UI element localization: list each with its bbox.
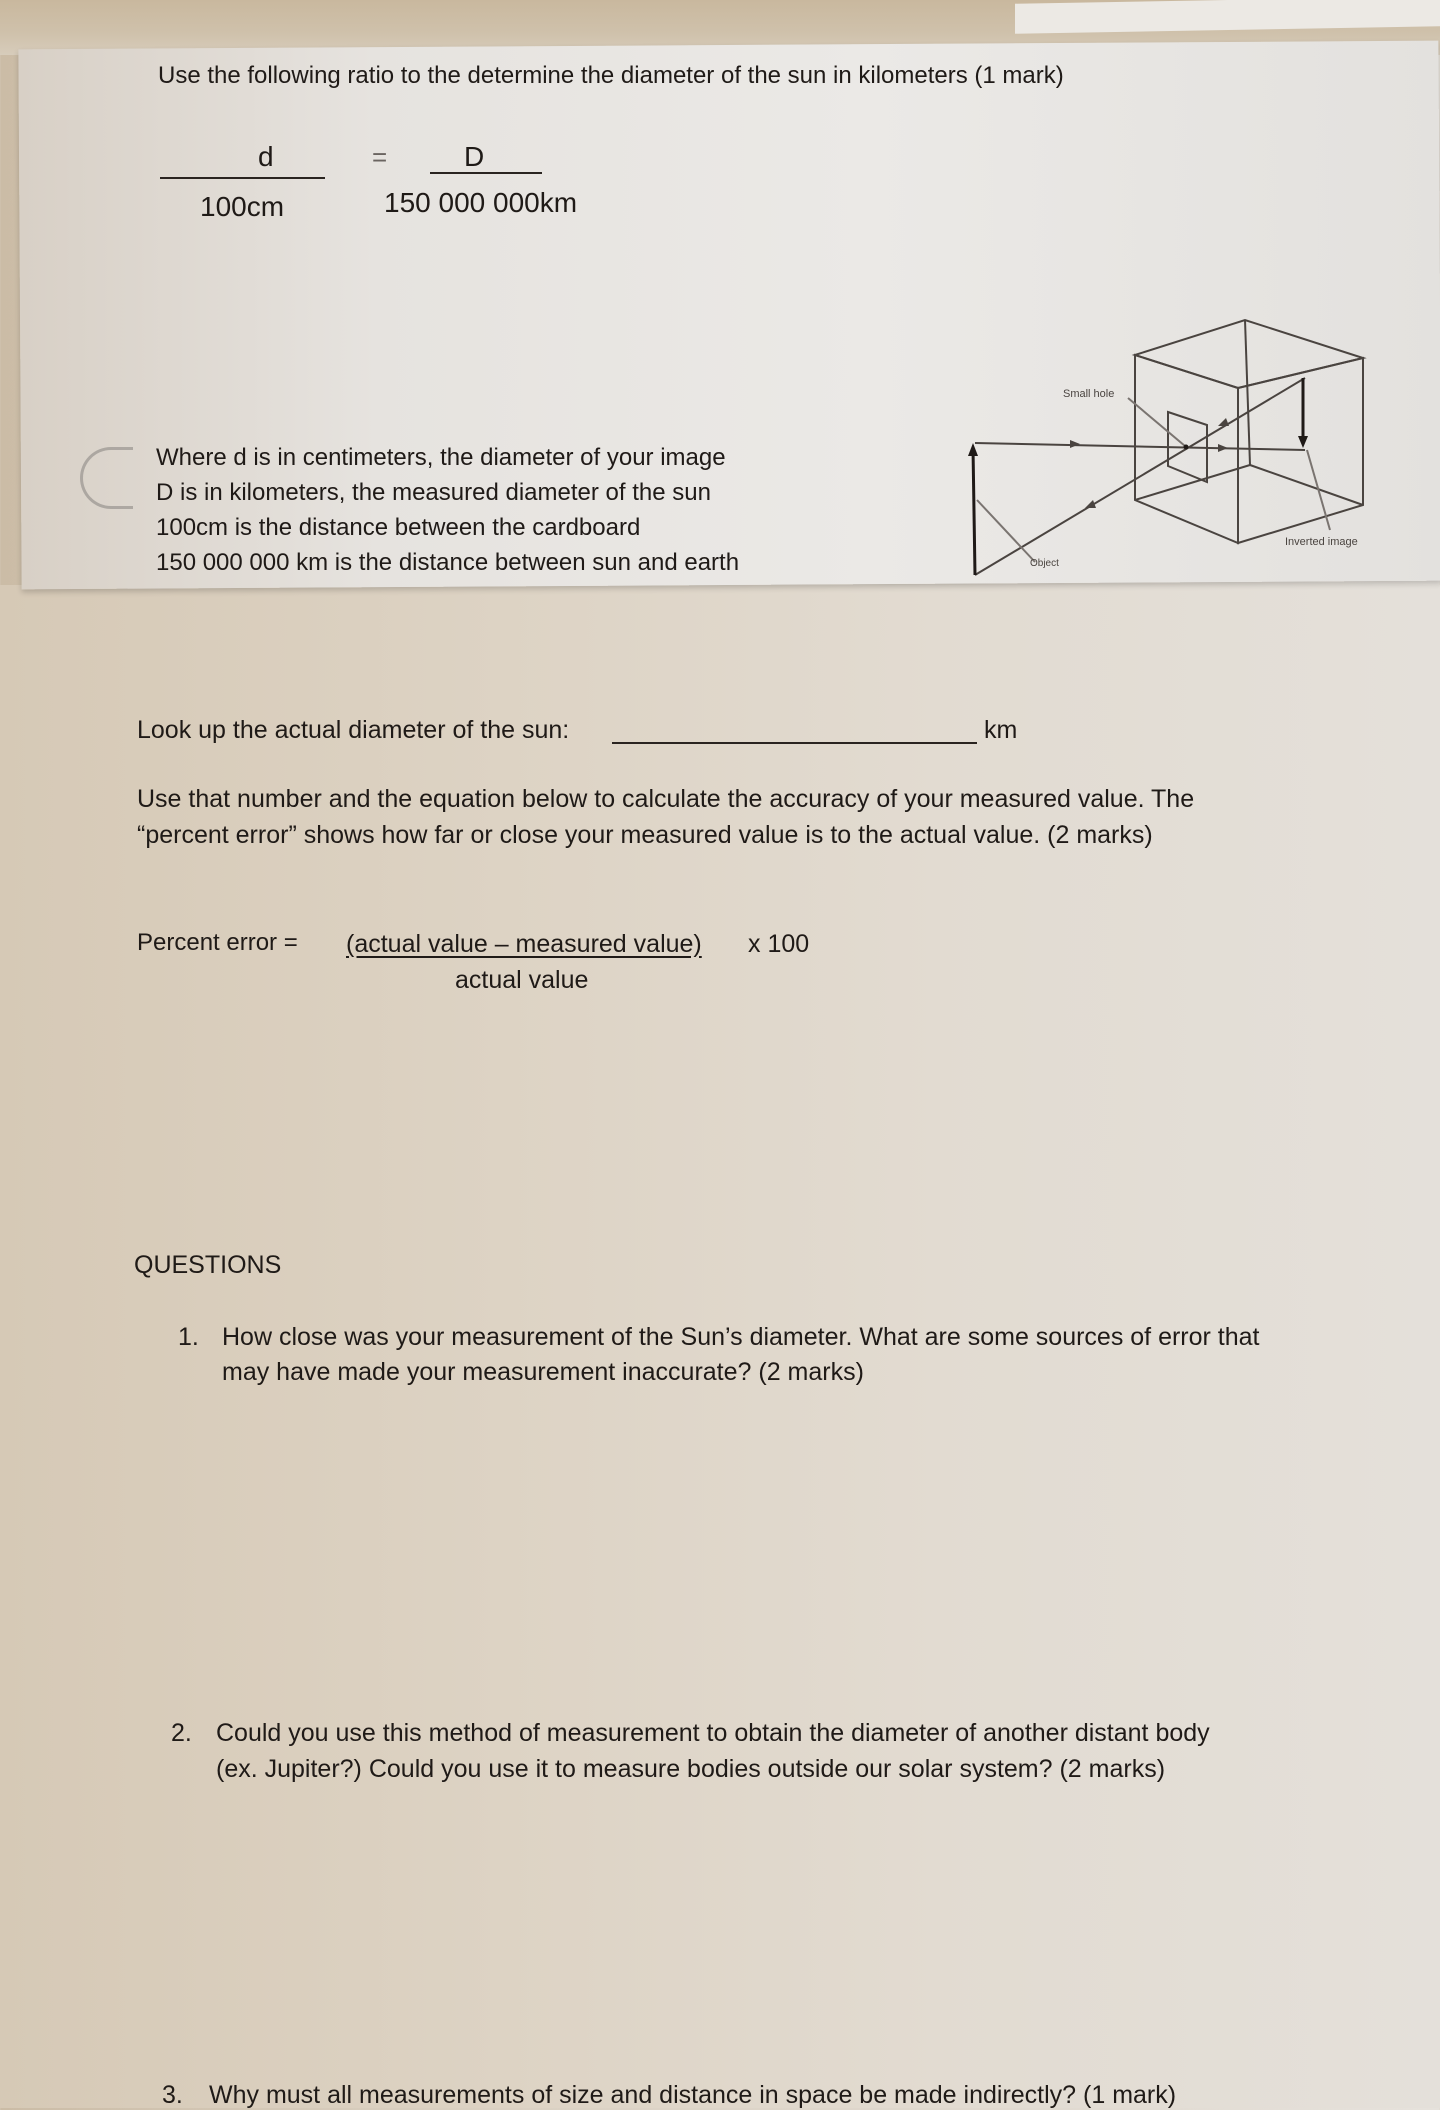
formula-label: Percent error =	[137, 929, 298, 956]
equation-right-numerator: D	[464, 141, 485, 172]
question-2-line2: (ex. Jupiter?) Could you use it to measure bodies outside our solar system? (2 marks)	[216, 1755, 1166, 1783]
formula-multiplier: x 100	[748, 930, 810, 958]
ratio-instruction: Use the following ratio to the determine the diameter of the sun in kilometers (1 mark)	[158, 62, 1064, 89]
question-2-line1: Could you use this method of measurement to obtain the diameter of another distant body	[216, 1719, 1210, 1747]
actual-diameter-prompt: Look up the actual diameter of the sun:	[137, 716, 570, 744]
definition-d: Where d is in centimeters, the diameter of your image	[156, 444, 726, 471]
formula-numerator: (actual value – measured value)	[346, 930, 702, 958]
equation-left-denominator: 100cm	[200, 191, 285, 222]
question-2-number: 2.	[171, 1719, 192, 1747]
label-inverted-image: Inverted image	[1285, 536, 1358, 548]
equation-equals-sign: =	[372, 142, 388, 172]
accuracy-instruction-line1: Use that number and the equation below to calculate the accuracy of your measured value. The	[137, 785, 1195, 813]
equation-right-fraction-bar	[430, 172, 542, 174]
questions-heading: QUESTIONS	[134, 1251, 282, 1279]
question-3-number: 3.	[162, 2081, 183, 2109]
equation-right-denominator: 150 000 000km	[384, 187, 578, 218]
definition-D: D is in kilometers, the measured diameter of the sun	[156, 479, 711, 506]
label-small-hole: Small hole	[1063, 388, 1115, 400]
formula-denominator: actual value	[455, 966, 589, 994]
question-3-line1: Why must all measurements of size and distance in space be made indirectly? (1 mark)	[209, 2081, 1177, 2109]
definition-150000000km: 150 000 000 km is the distance between sun and earth	[156, 549, 740, 576]
pinhole-camera-diagram	[960, 300, 1380, 595]
question-1-line2: may have made your measurement inaccurate? (2 marks)	[222, 1358, 864, 1386]
accuracy-instruction-line2: “percent error” shows how far or close your measured value is to the actual value. (2 marks)	[137, 821, 1153, 849]
label-object: Object	[1030, 558, 1059, 569]
pencil-mark	[80, 447, 133, 509]
question-1-number: 1.	[178, 1323, 199, 1351]
actual-diameter-unit: km	[984, 716, 1018, 744]
equation-left-numerator: d	[258, 141, 274, 172]
equation-left-fraction-bar	[160, 177, 325, 179]
definition-100cm: 100cm is the distance between the cardboard	[156, 514, 641, 541]
actual-diameter-answer-line	[612, 742, 977, 744]
question-1-line1: How close was your measurement of the Sun’s diameter. What are some sources of error that	[222, 1323, 1260, 1351]
